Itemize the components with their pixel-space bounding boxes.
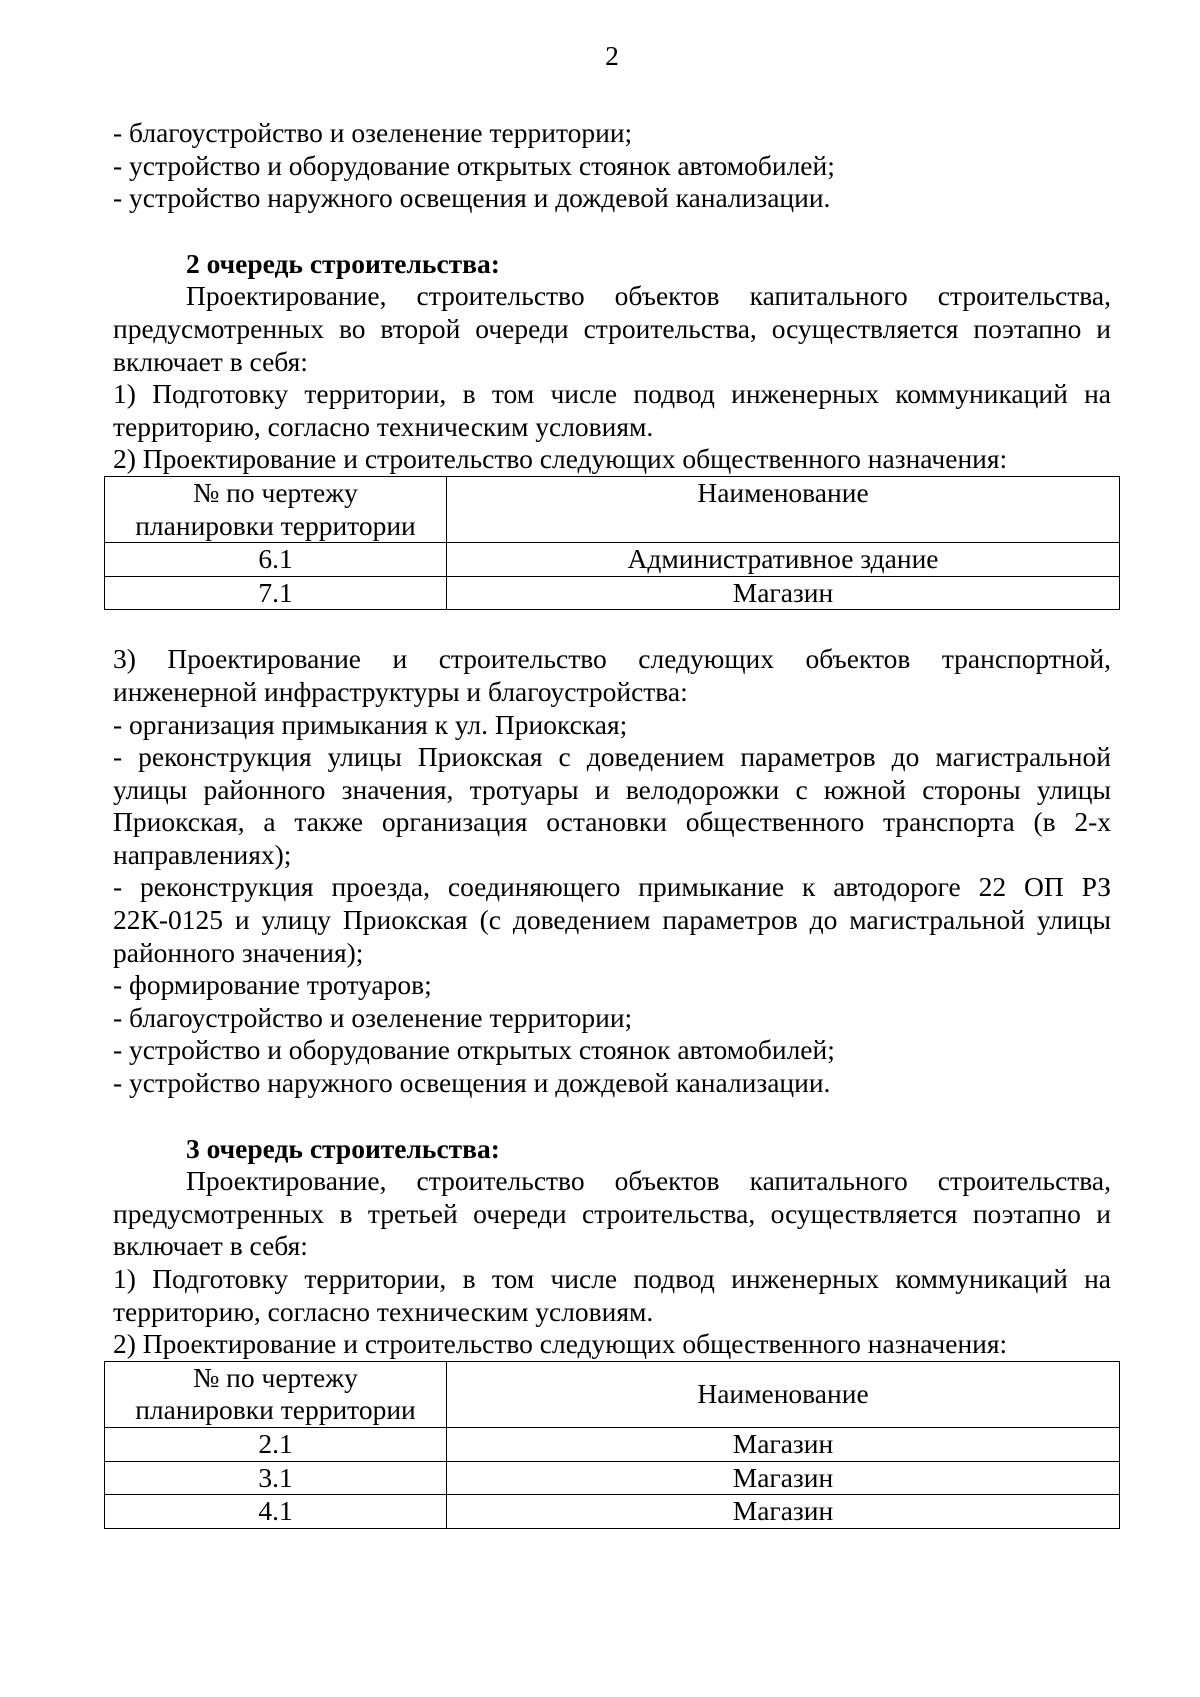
list-item-line: - реконструкция проезда, соединяющего примыкание к автодороге 22 ОП РЗ (113, 871, 1111, 903)
page-number: 2 (605, 40, 619, 71)
list-item-line: Приокская, а также организация остановки общественного транспорта (в 2-х (113, 806, 1111, 838)
paragraph-line: территорию, согласно техническим условиям. (113, 1295, 654, 1327)
row-name: Магазин (447, 1427, 1120, 1461)
table-row (105, 576, 1120, 610)
row-name: Магазин (447, 1461, 1120, 1495)
list-item: - устройство наружного освещения и дождевой канализации. (113, 182, 831, 214)
row-num: 6.1 (105, 543, 447, 577)
table-header-row (105, 1361, 1120, 1427)
list-item-line: районного значения); (113, 936, 364, 968)
header-num-line: № по чертежу (193, 1361, 358, 1393)
paragraph-line: инженерной инфраструктуры и благоустройства: (113, 675, 688, 707)
paragraph-line: 1) Подготовку территории, в том числе подвод инженерных коммуникаций на (113, 378, 1111, 410)
header-name-cell: Наименование (447, 1361, 1120, 1427)
row-num: 7.1 (105, 576, 447, 610)
intro-list (113, 117, 1111, 215)
row-name: Административное здание (447, 543, 1120, 577)
header-num-line: планировки территории (135, 509, 416, 541)
paragraph-line: Проектирование, строительство объектов капитального строительства, (186, 280, 1111, 312)
header-num-line: планировки территории (135, 1394, 416, 1426)
list-item: - устройство и оборудование открытых стоянок автомобилей; (113, 149, 835, 181)
paragraph-line: предусмотренных в третьей очереди строительства, осуществляется поэтапно и (113, 1197, 1111, 1229)
list-item-line: - благоустройство и озеленение территории; (113, 1001, 633, 1033)
list-item-line: направлениях); (113, 838, 292, 870)
list-item-line: - устройство наружного освещения и дождевой канализации. (113, 1067, 831, 1099)
list-item-line: - организация примыкания к ул. Приокская; (113, 708, 628, 740)
list-item-line: улицы районного значения, тротуары и велодорожки с южной стороны улицы (113, 773, 1111, 805)
document-page (113, 40, 1111, 1529)
stage3-heading: 3 очередь строительства: (186, 1132, 500, 1164)
header-name-cell: Наименование (447, 476, 1120, 542)
paragraph-line: 1) Подготовку территории, в том числе подвод инженерных коммуникаций на (113, 1263, 1111, 1294)
row-num: 4.1 (105, 1495, 447, 1529)
paragraph-line: 2) Проектирование и строительство следующих общественного назначения: (113, 443, 1008, 475)
table-header-row (105, 476, 1120, 542)
row-name: Магазин (447, 576, 1120, 610)
table-row (105, 543, 1120, 577)
table-row (105, 1427, 1120, 1461)
header-num-line: № по чертежу (193, 476, 358, 508)
list-item-line: - устройство и оборудование открытых стоянок автомобилей; (113, 1034, 835, 1066)
header-num-cell (105, 476, 447, 542)
stage2-heading: 2 очередь строительства: (186, 247, 500, 279)
row-num: 3.1 (105, 1461, 447, 1495)
row-num: 2.1 (105, 1427, 447, 1461)
table-row (105, 1495, 1120, 1529)
stage2-section (113, 248, 1111, 1100)
row-name: Магазин (447, 1495, 1120, 1529)
stage2-item3-list (113, 709, 1111, 1100)
paragraph-line: включает в себя: (113, 345, 308, 377)
paragraph-line: территорию, согласно техническим условиям. (113, 410, 654, 442)
list-item: - благоустройство и озеленение территории; (113, 117, 633, 148)
stage3-table (104, 1361, 1120, 1529)
paragraph-line: Проектирование, строительство объектов капитального строительства, (186, 1165, 1111, 1197)
list-item-line: - реконструкция улицы Приокская с доведением параметров до магистральной (113, 741, 1111, 773)
list-item-line: - формирование тротуаров; (113, 969, 432, 1001)
paragraph-line: включает в себя: (113, 1230, 308, 1262)
paragraph-line: 3) Проектирование и строительство следующих объектов транспортной, (113, 643, 1111, 675)
stage3-section (113, 1133, 1111, 1529)
list-item-line: 22К-0125 и улицу Приокская (с доведением параметров до магистральной улицы (113, 904, 1111, 936)
header-num-cell (105, 1361, 447, 1427)
table-row (105, 1461, 1120, 1495)
stage2-table (104, 476, 1120, 610)
paragraph-line: 2) Проектирование и строительство следующих общественного назначения: (113, 1328, 1008, 1360)
paragraph-line: предусмотренных во второй очереди строительства, осуществляется поэтапно и (113, 312, 1111, 344)
